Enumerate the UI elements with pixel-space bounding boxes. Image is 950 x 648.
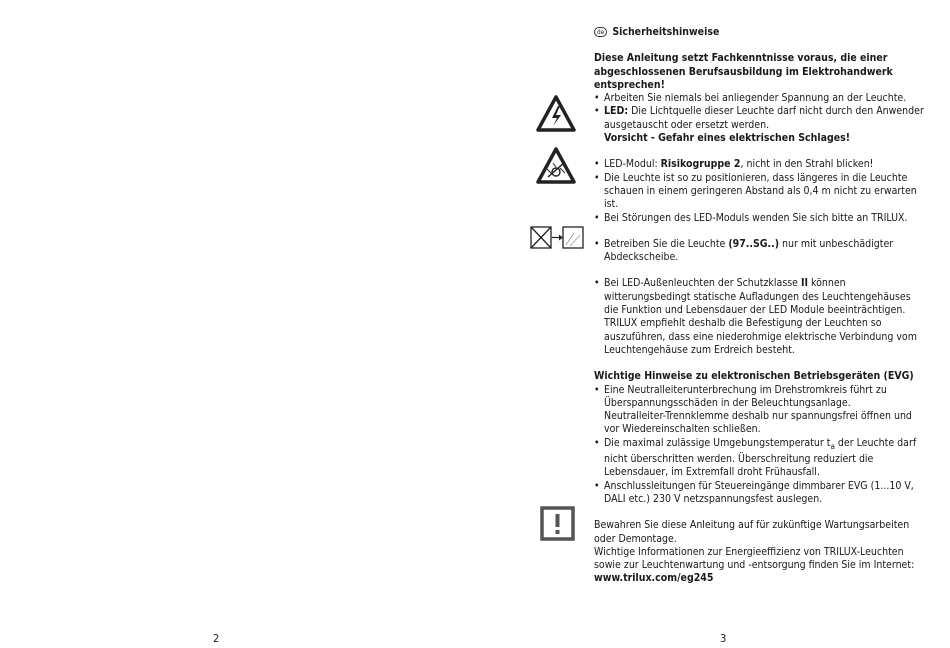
language-badge: de bbox=[594, 27, 607, 37]
outdoor-pre: Bei LED-Außenleuchten der Schutzklasse bbox=[604, 277, 798, 290]
led-text: Die Lichtquelle dieser Leuchte darf nicht durch den Anwender ausgetauscht oder ersetzt werden. bbox=[604, 105, 924, 131]
footer-info: Wichtige Informationen zur Energieeffizienz von TRILUX-Leuchten sowie zur Leuchtenwartung und -entsorgung finden Sie im Internet: bbox=[594, 545, 915, 572]
led-radiation-warning-icon bbox=[536, 147, 576, 184]
intro-bullet-led bbox=[594, 105, 926, 132]
outdoor-class: II bbox=[800, 277, 809, 290]
damaged-cover-icon bbox=[530, 226, 584, 250]
cover-pre: Betreiben Sie die Leuchte bbox=[604, 237, 726, 250]
shock-warning: Vorsicht - Gefahr eines elektrischen Schlages! bbox=[604, 132, 851, 145]
cover-model: (97..SG..) bbox=[728, 237, 780, 250]
footer-keep-manual: Bewahren Sie diese Anleitung auf für zukünftige Wartungsarbeiten oder Demontage. bbox=[594, 519, 910, 545]
led-bullet-trilux: • Bei Störungen des LED-Moduls wenden Sie sich bitte an TRILUX. bbox=[594, 212, 926, 225]
intro-bullet-voltage: • Arbeiten Sie niemals bei anliegender Spannung an der Leuchte. bbox=[594, 92, 926, 105]
page-number-left: 2 bbox=[213, 632, 220, 645]
evg-bullet-control: • Anschlussleitungen für Steuereingänge dimmbarer EVG (1...10 V, DALI etc.) 230 V netzspannungsfest auslegen. bbox=[594, 480, 926, 507]
cover-bullet bbox=[594, 238, 926, 265]
high-voltage-warning-icon bbox=[536, 95, 576, 132]
outdoor-recommendation: TRILUX empfiehlt deshalb die Befestigung der Leuchten so auszuführen, dass eine niederohmige elektrische Verbindung vom Leuchtengehäuse zum Erdreich besteht. bbox=[604, 317, 917, 356]
cover-post: nur mit unbeschädigter Abdeckscheibe. bbox=[604, 237, 894, 264]
evg-temp-post: der Leuchte darf nicht überschritten werden. Überschreitung reduziert die Lebensdauer, im Extremfall droht Frühausfall. bbox=[604, 436, 917, 479]
section-title bbox=[594, 26, 926, 39]
cover-block bbox=[594, 238, 926, 265]
intro-heading: Diese Anleitung setzt Fachkenntnisse voraus, die einer abgeschlossenen Berufsausbildung im Elektrohandwerk entsprechen! bbox=[594, 52, 893, 91]
evg-bullet-neutral: • Eine Neutralleiterunterbrechung im Drehstromkreis führt zu Überspannungsschäden in der Beleuchtungsanlage. bbox=[594, 384, 926, 411]
page-number-right: 3 bbox=[720, 632, 727, 645]
intro-block bbox=[594, 52, 926, 145]
footer-url-link[interactable]: www.trilux.com/eg245 bbox=[594, 572, 714, 585]
led-risk-post: , nicht in den Strahl blicken! bbox=[740, 158, 874, 171]
outdoor-post: können witterungsbedingt statische Aufladungen des Leuchtengehäuses die Funktion und Lebensdauer der LED Module beeinträchtigen. bbox=[604, 277, 911, 317]
evg-temp-sub: a bbox=[830, 441, 835, 451]
footer-block bbox=[594, 519, 926, 585]
outdoor-bullet bbox=[594, 277, 926, 317]
evg-bullet-temperature bbox=[594, 437, 926, 480]
evg-block bbox=[594, 370, 926, 506]
safety-notes-column bbox=[594, 26, 926, 586]
evg-heading: Wichtige Hinweise zu elektronischen Betriebsgeräten (EVG) bbox=[594, 370, 914, 383]
led-module-block bbox=[594, 158, 926, 224]
evg-temp-pre: Die maximal zulässige Umgebungstemperatur t bbox=[604, 436, 831, 449]
section-title-text: Sicherheitshinweise bbox=[612, 26, 720, 38]
led-risk-pre: LED-Modul: bbox=[604, 158, 658, 171]
led-risk-group: Risikogruppe 2 bbox=[660, 158, 741, 171]
led-bullet-position: • Die Leuchte ist so zu positionieren, dass längeres in die Leuchte schauen in einem geringeren Abstand als 0,4 m nicht zu erwarten ist. bbox=[594, 172, 926, 212]
notice-exclamation-icon bbox=[540, 506, 575, 541]
led-label: LED: bbox=[604, 105, 629, 118]
evg-neutral-extra: Neutralleiter-Trennklemme deshalb nur spannungsfrei öffnen und vor Wiedereinschalten schließen. bbox=[604, 410, 912, 436]
outdoor-block bbox=[594, 277, 926, 357]
led-bullet-risk bbox=[594, 158, 926, 171]
